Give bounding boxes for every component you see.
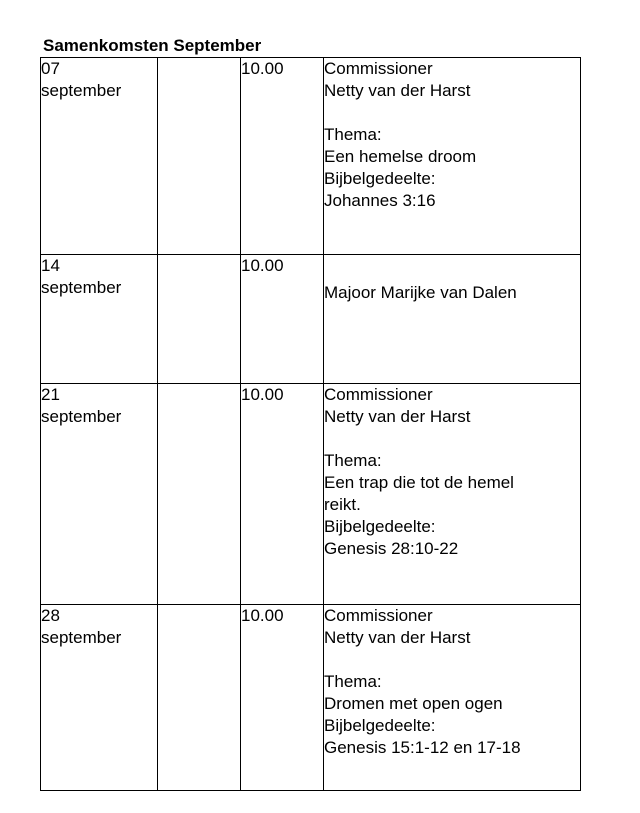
date-cell	[41, 58, 158, 255]
speaker-role: Commissioner	[324, 385, 433, 404]
description-cell	[324, 384, 581, 605]
date-month: september	[41, 278, 122, 297]
speaker-name: Netty van der Harst	[324, 628, 471, 647]
thema-label: Thema:	[324, 125, 382, 144]
thema-text: Een trap die tot de hemel	[324, 473, 514, 492]
time-cell: 10.00	[241, 384, 324, 605]
bijbel-label: Bijbelgedeelte:	[324, 716, 436, 735]
speaker-name: Netty van der Harst	[324, 81, 471, 100]
thema-label: Thema:	[324, 672, 382, 691]
time-cell: 10.00	[241, 605, 324, 791]
date-day: 14	[41, 256, 60, 275]
description-cell	[324, 58, 581, 255]
speaker-name: Majoor Marijke van Dalen	[324, 283, 517, 302]
speaker-name: Netty van der Harst	[324, 407, 471, 426]
date-month: september	[41, 407, 122, 426]
empty-cell	[158, 58, 241, 255]
speaker-role: Commissioner	[324, 59, 433, 78]
thema-text: reikt.	[324, 495, 361, 514]
description-cell	[324, 255, 581, 384]
schedule-table	[40, 57, 581, 791]
empty-cell	[158, 384, 241, 605]
empty-cell	[158, 255, 241, 384]
bijbel-label: Bijbelgedeelte:	[324, 517, 436, 536]
bijbel-label: Bijbelgedeelte:	[324, 169, 436, 188]
thema-text: Een hemelse droom	[324, 147, 477, 166]
date-month: september	[41, 628, 122, 647]
speaker-role: Commissioner	[324, 606, 433, 625]
table-row	[41, 384, 581, 605]
date-day: 21	[41, 385, 60, 404]
date-cell	[41, 255, 158, 384]
date-cell	[41, 605, 158, 791]
table-row	[41, 58, 581, 255]
bijbel-text: Johannes 3:16	[324, 191, 436, 210]
date-cell	[41, 384, 158, 605]
date-month: september	[41, 81, 122, 100]
time-cell: 10.00	[241, 255, 324, 384]
spacer	[324, 428, 580, 450]
bijbel-text: Genesis 15:1-12 en 17-18	[324, 738, 521, 757]
date-day: 07	[41, 59, 60, 78]
thema-label: Thema:	[324, 451, 382, 470]
table-row	[41, 255, 581, 384]
time-cell: 10.00	[241, 58, 324, 255]
thema-text: Dromen met open ogen	[324, 694, 503, 713]
table-row	[41, 605, 581, 791]
spacer	[324, 102, 580, 124]
date-day: 28	[41, 606, 60, 625]
description-cell	[324, 605, 581, 791]
bijbel-text: Genesis 28:10-22	[324, 539, 459, 558]
page-title: Samenkomsten September	[43, 36, 262, 55]
empty-cell	[158, 605, 241, 791]
spacer	[324, 649, 580, 671]
